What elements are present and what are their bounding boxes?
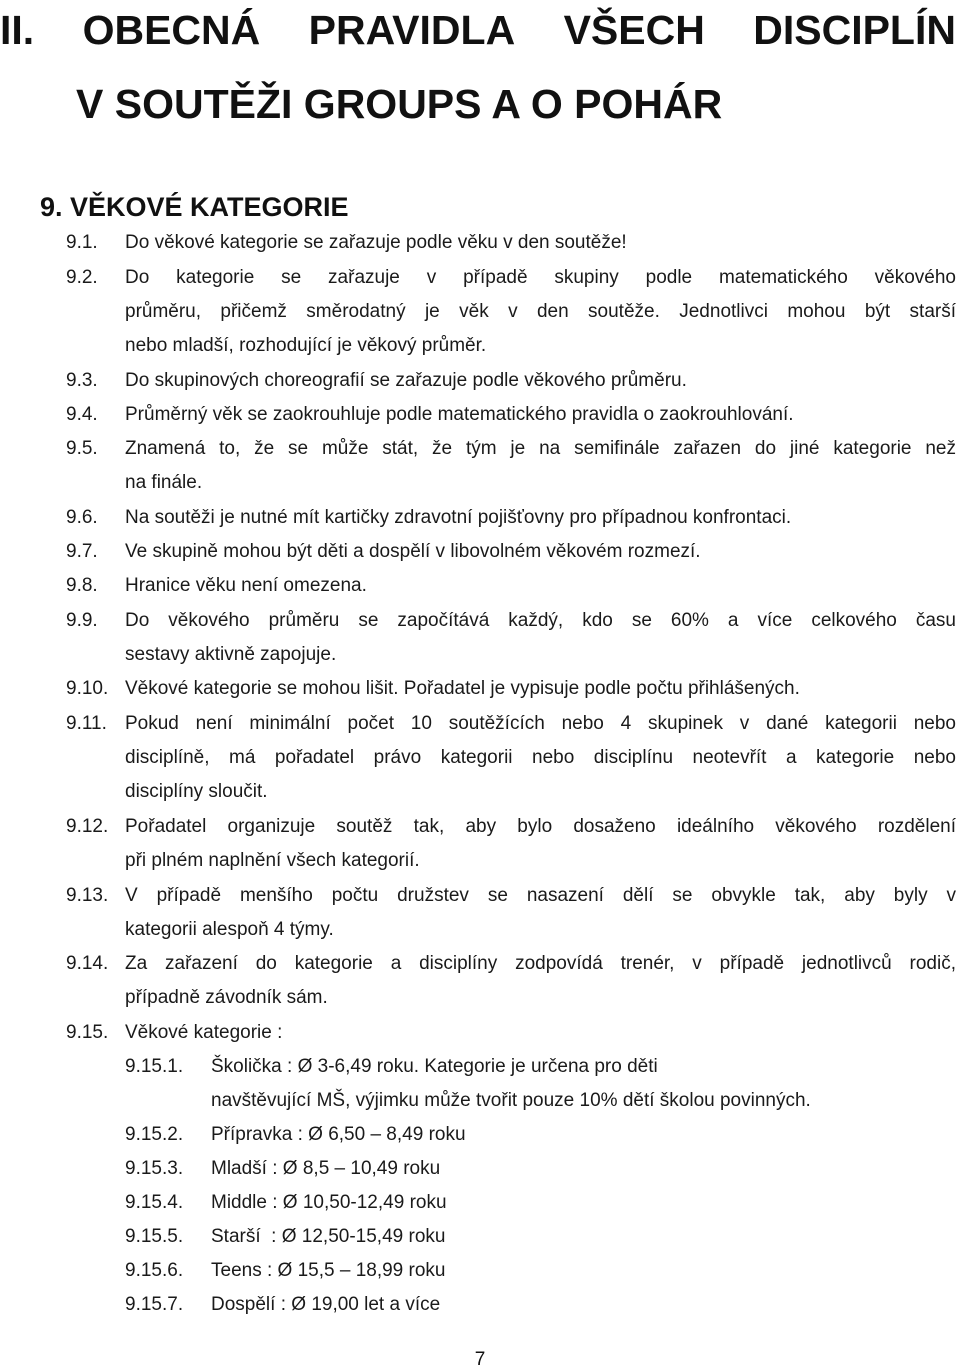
subrule-number: 9.15.3. [125, 1158, 184, 1179]
document-title-line-2: V SOUTĚŽI GROUPS A O POHÁR [76, 81, 723, 127]
subrule-text: Starší : Ø 12,50-15,49 roku [211, 1226, 446, 1247]
rule-text: Věkové kategorie se mohou lišit. Pořadatel je vypisuje podle počtu přihlášených. [125, 678, 800, 699]
subrule-number: 9.15.5. [125, 1226, 184, 1247]
rule-number: 9.1. [66, 232, 98, 253]
page-number: 7 [474, 1349, 486, 1370]
rule-number: 9.10. [66, 678, 109, 699]
rule-text: Pokud není minimální počet 10 soutěžících nebo 4 skupinek v dané kategorii nebo [125, 713, 956, 734]
rule-text: případně závodník sám. [125, 987, 328, 1008]
rule-text: na finále. [125, 472, 203, 493]
rule-number: 9.15. [66, 1022, 109, 1043]
subrule-text: navštěvující MŠ, výjimku může tvořit pouze 10% dětí školou povinných. [211, 1090, 811, 1111]
rule-number: 9.11. [66, 713, 107, 734]
rule-number: 9.6. [66, 507, 98, 528]
subrule-number: 9.15.2. [125, 1124, 184, 1145]
rule-text: Pořadatel organizuje soutěž tak, aby bylo dosaženo ideálního věkového rozdělení [125, 816, 956, 837]
subrule-text: Školička : Ø 3-6,49 roku. Kategorie je určena pro děti [211, 1056, 658, 1077]
title-word: II. [0, 7, 35, 53]
rule-number: 9.2. [66, 267, 98, 288]
rule-text: Do věkového průměru se započítává každý, kdo se 60% a více celkového času [125, 610, 956, 631]
rule-number: 9.4. [66, 404, 98, 425]
document-title-line-1 [0, 6, 956, 54]
rule-text: Hranice věku není omezena. [125, 575, 367, 596]
subrule-text: Middle : Ø 10,50-12,49 roku [211, 1192, 447, 1213]
subrule-number: 9.15.6. [125, 1260, 184, 1281]
rule-text: nebo mladší, rozhodující je věkový průměr. [125, 335, 487, 356]
rule-text: Ve skupině mohou být děti a dospělí v libovolném věkovém rozmezí. [125, 541, 701, 562]
rule-number: 9.8. [66, 575, 98, 596]
rule-number: 9.13. [66, 885, 109, 906]
subrule-number: 9.15.1. [125, 1056, 184, 1077]
rule-text: Znamená to, že se může stát, že tým je na semifinále zařazen do jiné kategorie než [125, 438, 956, 459]
rule-number: 9.14. [66, 953, 109, 974]
rule-text: Na soutěži je nutné mít kartičky zdravotní pojišťovny pro případnou konfrontaci. [125, 507, 792, 528]
rule-text: Do kategorie se zařazuje v případě skupiny podle matematického věkového [125, 267, 956, 288]
rule-text: Do věkové kategorie se zařazuje podle věku v den soutěže! [125, 232, 627, 253]
rule-text: Za zařazení do kategorie a disciplíny zodpovídá trenér, v případě jednotlivců rodič, [125, 953, 956, 974]
subrule-text: Teens : Ø 15,5 – 18,99 roku [211, 1260, 446, 1281]
title-word: PRAVIDLA [308, 7, 516, 53]
title-word: OBECNÁ [82, 7, 261, 53]
rule-number: 9.7. [66, 541, 98, 562]
rule-text: Věkové kategorie : [125, 1022, 283, 1043]
rule-number: 9.5. [66, 438, 98, 459]
title-word: VŠECH [563, 7, 705, 53]
rule-number: 9.9. [66, 610, 98, 631]
rule-text: při plném naplnění všech kategorií. [125, 850, 420, 871]
subrule-text: Přípravka : Ø 6,50 – 8,49 roku [211, 1124, 466, 1145]
rule-text: disciplíny sloučit. [125, 781, 268, 802]
title-word: DISCIPLÍN [753, 7, 956, 53]
subrule-number: 9.15.7. [125, 1294, 184, 1315]
section-heading: 9. VĚKOVÉ KATEGORIE [40, 192, 349, 222]
rule-text: V případě menšího počtu družstev se nasazení dělí se obvykle tak, aby byly v [125, 885, 956, 906]
subrule-number: 9.15.4. [125, 1192, 184, 1213]
rule-text: Do skupinových choreografií se zařazuje podle věkového průměru. [125, 370, 687, 391]
subrule-text: Mladší : Ø 8,5 – 10,49 roku [211, 1158, 441, 1179]
rule-number: 9.12. [66, 816, 109, 837]
rule-text: kategorii alespoň 4 týmy. [125, 919, 334, 940]
rule-text: sestavy aktivně zapojuje. [125, 644, 337, 665]
rule-number: 9.3. [66, 370, 98, 391]
rule-text: Průměrný věk se zaokrouhluje podle matematického pravidla o zaokrouhlování. [125, 404, 794, 425]
rule-text: disciplíně, má pořadatel právo kategorii nebo disciplínu neotevřít a kategorie nebo [125, 747, 956, 768]
rule-text: průměru, přičemž směrodatný je věk v den soutěže. Jednotlivci mohou být starší [125, 301, 956, 322]
subrule-text: Dospělí : Ø 19,00 let a více [211, 1294, 441, 1315]
